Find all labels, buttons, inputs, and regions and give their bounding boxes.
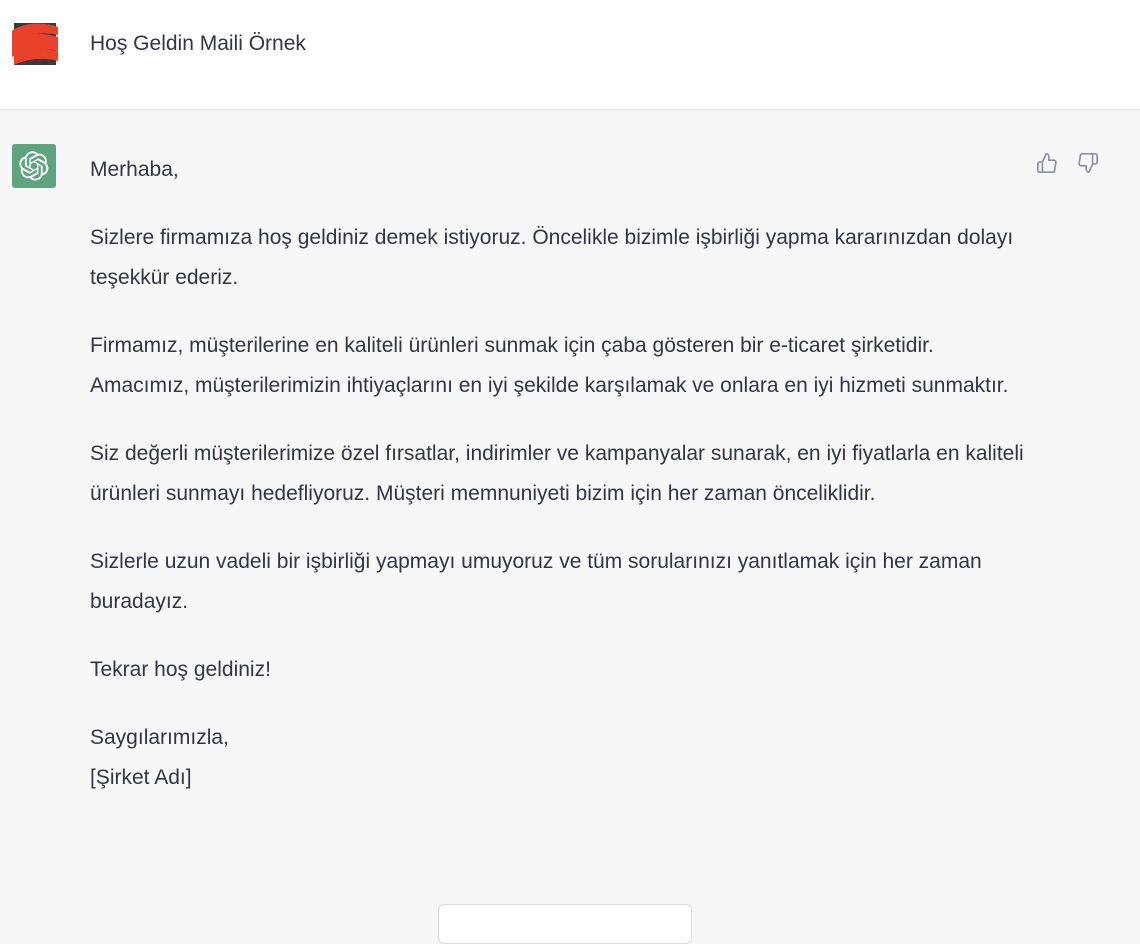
user-message-text: Hoş Geldin Maili Örnek (90, 32, 306, 55)
openai-logo-icon (12, 144, 56, 188)
message-paragraph: Sizlere firmamıza hoş geldiniz demek istiyoruz. Öncelikle bizimle işbirliği yapma kararınızdan dolayı teşekkür ederiz. (90, 226, 1014, 289)
thumbs-up-button[interactable] (1034, 150, 1060, 176)
message-paragraph: Siz değerli müşterilerimize özel fırsatlar, indirimler ve kampanyalar sunarak, en iyi fiyatlarla en kaliteli ürünleri sunmayı hedefliyoruz. Müşteri memnuniyeti bizim için her zaman önceliklidir. (90, 442, 1024, 505)
message-paragraph: Merhaba, (90, 158, 179, 181)
assistant-message-row (0, 110, 1140, 919)
thumbs-down-icon (1077, 152, 1099, 174)
regenerate-response-button[interactable] (438, 904, 692, 944)
message-paragraph: Firmamız, müşterilerine en kaliteli ürünleri sunmak için çaba gösteren bir e-ticaret şirketidir. Amacımız, müşterilerimizin ihtiyaçlarını en iyi şekilde karşılamak ve onlara en iyi hizmeti sunmaktır. (90, 334, 1009, 397)
thumbs-up-icon (1036, 152, 1058, 174)
company-name-placeholder: [Şirket Adı] (90, 766, 192, 789)
thumbs-down-button[interactable] (1075, 150, 1101, 176)
assistant-message-text (90, 150, 1030, 798)
user-message-row (0, 0, 1140, 110)
user-avatar (12, 21, 58, 67)
message-paragraph: Sizlerle uzun vadeli bir işbirliği yapmayı umuyoruz ve tüm sorularınızı yanıtlamak için her zaman buradayız. (90, 550, 982, 613)
message-paragraph: Tekrar hoş geldiniz! (90, 658, 271, 681)
closing-greeting: Saygılarımızla, (90, 726, 229, 749)
